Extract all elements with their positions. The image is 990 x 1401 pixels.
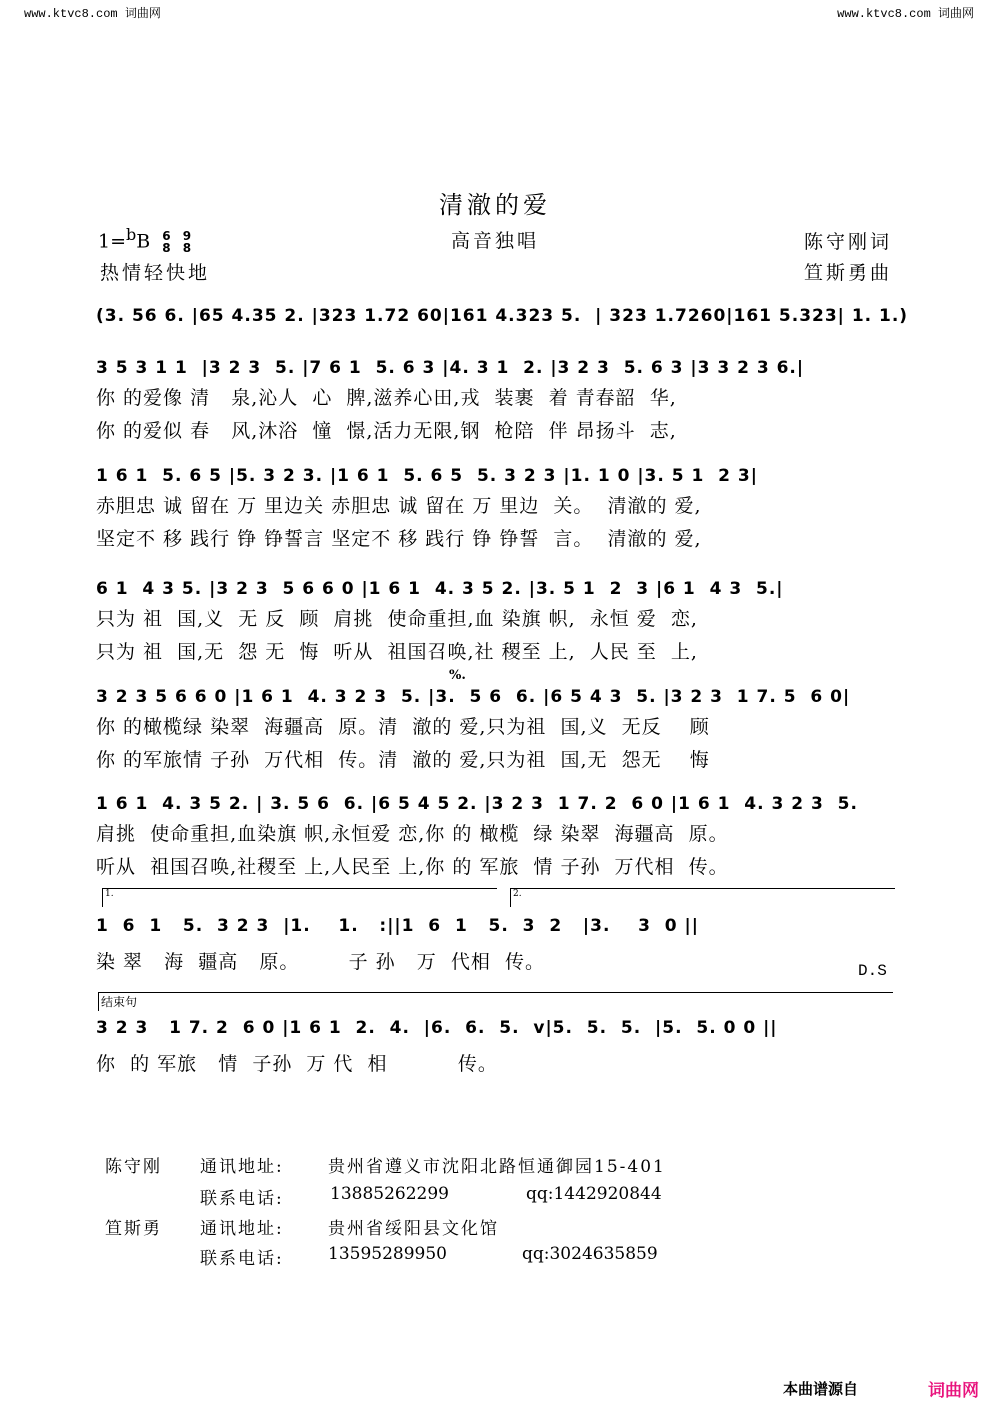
contact-qq-1: qq:1442920844 <box>526 1184 662 1204</box>
score-row-3 <box>96 575 896 669</box>
score-row-1 <box>96 354 896 448</box>
score-row-4 <box>96 683 896 777</box>
second-ending-bracket: 2. <box>510 888 895 907</box>
lyrics-verse-1: 你 的爱像 清 泉,沁人 心 脾,滋养心田,戎 装裹 着 青春韶 华, <box>96 387 677 409</box>
notes-line: (3. 56 6. |65 4.35 2. |323 1.72 60|161 4.323 5. | 323 1.7260|161 5.323| 1. 1.) <box>96 306 909 326</box>
notes-line: 3 5 3 1 1 |3 2 3 5. |7 6 1 5. 6 3 |4. 3 1 2. |3 2 3 5. 6 3 |3 3 2 3 6.| <box>96 358 805 378</box>
contact-qq-2: qq:3024635859 <box>522 1244 658 1264</box>
contact-phone-label-2: 联系电话: <box>200 1249 284 1269</box>
lyrics-verse-1: 你 的橄榄绿 染翠 海疆高 原。清 澈的 爱,只为祖 国,义 无反 顾 <box>96 716 710 738</box>
performance-type: 高音独唱 <box>450 230 539 252</box>
flat-sign: b <box>126 225 137 244</box>
lyricist-credit: 陈守刚词 <box>803 231 892 253</box>
coda-bracket: 结束句 <box>98 992 893 1011</box>
key-prefix: 1= <box>98 230 127 253</box>
lyrics-verse-1: 只为 祖 国,义 无 反 顾 肩挑 使命重担,血 染旗 帜, 永恒 爱 恋, <box>96 608 698 630</box>
first-ending-bracket: 1. <box>102 888 497 907</box>
notes-line: 3 2 3 5 6 6 0 |1 6 1 4. 3 2 3 5. |3. 5 6 6. |6 5 4 3 5. |3 2 3 1 7. 5 6 0| <box>96 687 851 707</box>
notes-line: 3 2 3 1 7. 2 6 0 |1 6 1 2. 4. |6. 6. 5. v|5. 5. 5. |5. 5. 0 0 || <box>96 1018 778 1038</box>
contact-addr-label-1: 通讯地址: <box>200 1157 284 1177</box>
source-label: 本曲谱源自 <box>783 1380 859 1398</box>
contact-phone-1: 13885262299 <box>330 1184 449 1204</box>
lyrics-endings: 染 翠 海 疆高 原。 子 孙 万 代相 传。 <box>96 951 545 973</box>
key-signature <box>98 225 191 254</box>
lyrics-verse-2: 听从 祖国召唤,社稷至 上,人民至 上,你 的 军旅 情 子孙 万代相 传。 <box>96 856 729 878</box>
score-row-intro <box>96 302 909 330</box>
contact-phone-2: 13595289950 <box>328 1244 447 1264</box>
segno-mark: %. <box>449 668 466 683</box>
brand-logo[interactable]: 词曲网 <box>928 1381 979 1401</box>
score-row-endings <box>96 912 896 979</box>
notes-line: 1 6 1 5. 6 5 |5. 3 2 3. |1 6 1 5. 6 5 5. 3 2 3 |1. 1 0 |3. 5 1 2 3| <box>96 466 758 486</box>
dal-segno-mark: D.S <box>858 962 887 980</box>
lyrics-verse-1: 肩挑 使命重担,血染旗 帜,永恒爱 恋,你 的 橄榄 绿 染翠 海疆高 原。 <box>96 823 729 845</box>
lyrics-verse-2: 你 的军旅情 子孙 万代相 传。清 澈的 爱,只为祖 国,无 怨无 悔 <box>96 749 710 771</box>
contact-name-2: 笪斯勇 <box>105 1219 162 1239</box>
score-row-2 <box>96 462 896 556</box>
lyrics-verse-2: 你 的爱似 春 风,沐浴 憧 憬,活力无限,钢 枪陪 伴 昂扬斗 志, <box>96 420 677 442</box>
notes-line: 6 1 4 3 5. |3 2 3 5 6 6 0 |1 6 1 4. 3 5 2. |3. 5 1 2 3 |6 1 4 3 5.| <box>96 579 784 599</box>
lyrics-verse-1: 赤胆忠 诚 留在 万 里边关 赤胆忠 诚 留在 万 里边 关。 清澈的 爱, <box>96 495 702 517</box>
lyrics-verse-2: 只为 祖 国,无 怨 无 悔 听从 祖国召唤,社 稷至 上, 人民 至 上, <box>96 641 698 663</box>
watermark-left: www.ktvc8.com 词曲网 <box>24 7 161 21</box>
composer-credit: 笪斯勇曲 <box>803 262 892 284</box>
notes-line: 1 6 1 5. 3 2 3 |1. 1. :||1 6 1 5. 3 2 |3. 3 0 || <box>96 916 699 936</box>
lyrics-verse-2: 坚定不 移 践行 铮 铮誓言 坚定不 移 践行 铮 铮誓 言。 清澈的 爱, <box>96 528 702 550</box>
key-note: B <box>136 230 151 253</box>
tempo-marking: 热情轻快地 <box>100 262 211 284</box>
song-title: 清澈的爱 <box>439 191 551 219</box>
watermark-right: www.ktvc8.com 词曲网 <box>837 7 974 21</box>
time-signature-6-8: 6 8 <box>162 229 171 256</box>
lyrics-coda: 你 的 军旅 情 子孙 万 代 相 传。 <box>96 1053 498 1075</box>
contact-addr-1: 贵州省遵义市沈阳北路恒通御园15-401 <box>328 1157 666 1177</box>
score-row-coda <box>96 1014 896 1081</box>
score-row-5 <box>96 790 896 884</box>
time-signature-9-8: 9 8 <box>182 229 192 256</box>
contact-addr-2: 贵州省绥阳县文化馆 <box>328 1219 499 1239</box>
contact-addr-label-2: 通讯地址: <box>200 1219 284 1239</box>
notes-line: 1 6 1 4. 3 5 2. | 3. 5 6 6. |6 5 4 5 2. |3 2 3 1 7. 2 6 0 |1 6 1 4. 3 2 3 5. <box>96 794 858 814</box>
contact-phone-label-1: 联系电话: <box>200 1189 284 1209</box>
contact-name-1: 陈守刚 <box>105 1157 162 1177</box>
